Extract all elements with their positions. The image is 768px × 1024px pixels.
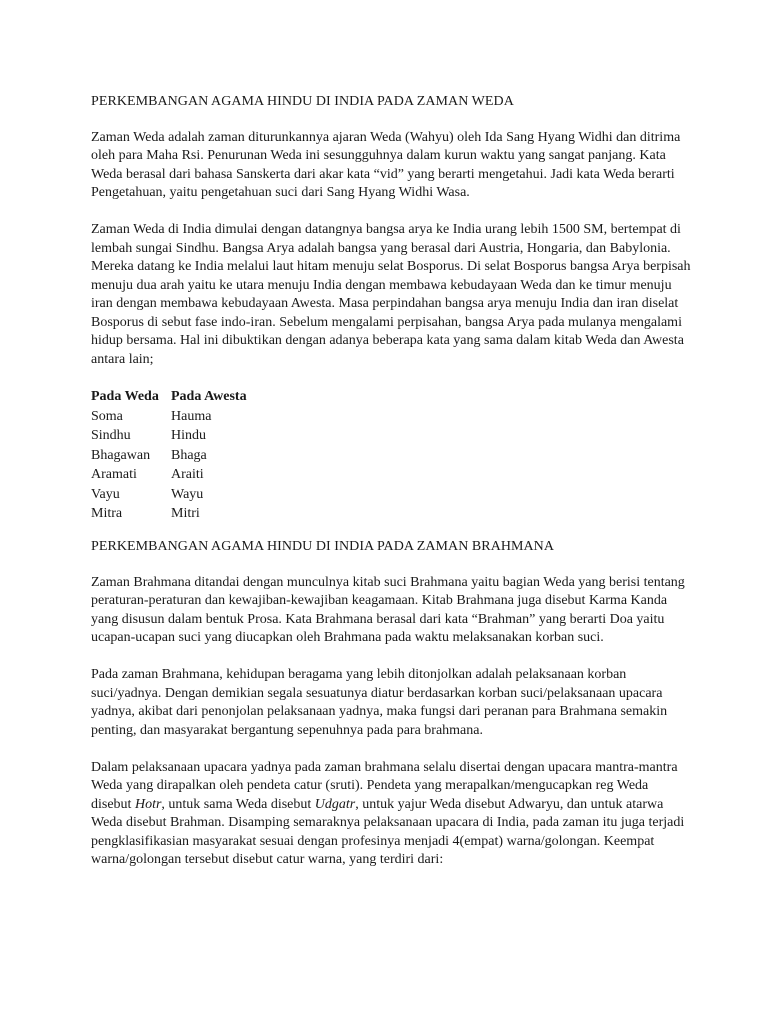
paragraph: Pada zaman Brahmana, kehidupan beragama yang lebih ditonjolkan adalah pelaksanaan korban suci/yadnya. Dengan demikian segala sesuatunya diatur berdasarkan korban suci/pelaksanaan upacara yadnya, akibat dari penonjolan pelaksanaan yadnya, maka fungsi dari peranan para Brahmana semakin penting, dan masyarakat bergantung sepenuhnya pada para brahmana.	[91, 667, 668, 738]
paragraph: Zaman Weda di India dimulai dengan datangnya bangsa arya ke India urang lebih 1500 SM, bertempat di lembah sungai Sindhu. Bangsa Arya adalah bangsa yang berasal dari Austria, Hongaria, dan Babylonia. Mereka datang ke India melalui laut hitam menuju selat Bosporus. Di selat Bosporus bangsa Arya berpisah menuju dua arah yaitu ke utara menuju India dengan membawa kebudayaan Weda dan ke timur menuju iran dengan membawa kebudayaan Awesta. Masa perpindahan bangsa arya menuju India dan iran diselat Bosporus di sebut fase indo-iran. Sebelum mengalami perpisahan, bangsa Arya pada mulanya mengalami hidup bersama. Hal ini dibuktikan dengan adanya beberapa kata yang sama dalam kitab Weda dan Awesta antara lain;	[91, 222, 691, 367]
paragraph: Zaman Weda adalah zaman diturunkannya ajaran Weda (Wahyu) oleh Ida Sang Hyang Widhi dan ditrima oleh para Maha Rsi. Penurunan Weda ini sesungguhnya dalam kurun waktu yang sangat panjang. Kata Weda berasal dari bahasa Sanskerta dari akar kata “vid” yang berarti mengetahui. Jadi kata Weda berarti Pengetahuan, yaitu pengetahuan suci dari Sang Hyang Widhi Wasa.	[91, 129, 681, 200]
table-cell: Mitri	[171, 506, 200, 521]
table-row	[91, 466, 247, 486]
table-header-awesta: Pada Awesta	[171, 389, 247, 404]
section-title-weda: PERKEMBANGAN AGAMA HINDU DI INDIA PADA ZAMAN WEDA	[91, 94, 514, 109]
table-cell: Mitra	[91, 506, 123, 521]
paragraph: Zaman Brahmana ditandai dengan munculnya kitab suci Brahmana yaitu bagian Weda yang berisi tentang peraturan-peraturan dan kewajiban-kewajiban keagamaan. Kitab Brahmana juga disebut Karma Kanda yang disusun dalam bentuk Prosa. Kata Brahmana berasal dari kata “Brahman” yang berarti Doa yaitu ucapan-ucapan suci yang diucapkan oleh Brahmana pada waktu melaksanakan korban suci.	[91, 574, 685, 645]
table-row	[91, 427, 247, 447]
document-body	[91, 93, 691, 888]
text-run: Dalam pelaksanaan upacara yadnya pada zaman brahmana selalu disertai dengan upacara mantra-mantra Weda yang dirapalkan oleh pendeta catur (sruti). Pendeta yang merapalkan/mengucapkan reg Weda disebut	[91, 759, 678, 812]
table-cell: Bhaga	[171, 447, 207, 463]
table-row	[91, 446, 247, 466]
term-udgatr: Udgatr	[314, 796, 356, 812]
table-cell: Hindu	[171, 428, 206, 443]
table-row	[91, 485, 247, 505]
table-header-row	[91, 388, 247, 408]
table-cell: Soma	[91, 408, 123, 424]
word-comparison-table	[91, 388, 247, 525]
paragraph	[91, 759, 691, 870]
section-title-brahmana: PERKEMBANGAN AGAMA HINDU DI INDIA PADA ZAMAN BRAHMANA	[91, 539, 554, 554]
text-run: , untuk yajur Weda disebut Adwaryu, dan untuk atarwa Weda disebut Brahman. Disamping semaraknya pelaksanaan upacara di India, pada zaman itu juga terjadi pengklasifikasian masyarakat sesuai dengan profesinya menjadi 4(empat) warna/golongan. Keempat warna/golongan tersebut disebut catur warna, yang terdiri dari:	[91, 796, 685, 867]
table-cell: Aramati	[91, 467, 137, 482]
text-run: , untuk sama Weda disebut	[161, 796, 315, 812]
table-header-weda: Pada Weda	[91, 389, 159, 404]
table-cell: Vayu	[91, 486, 120, 502]
table-row	[91, 505, 247, 525]
term-hotr: Hotr	[134, 796, 162, 812]
table-cell: Bhagawan	[91, 447, 151, 463]
table-row	[91, 407, 247, 427]
table-cell: Wayu	[171, 486, 204, 502]
table-cell: Araiti	[171, 467, 204, 482]
table-cell: Hauma	[171, 408, 212, 424]
table-cell: Sindhu	[91, 428, 131, 443]
